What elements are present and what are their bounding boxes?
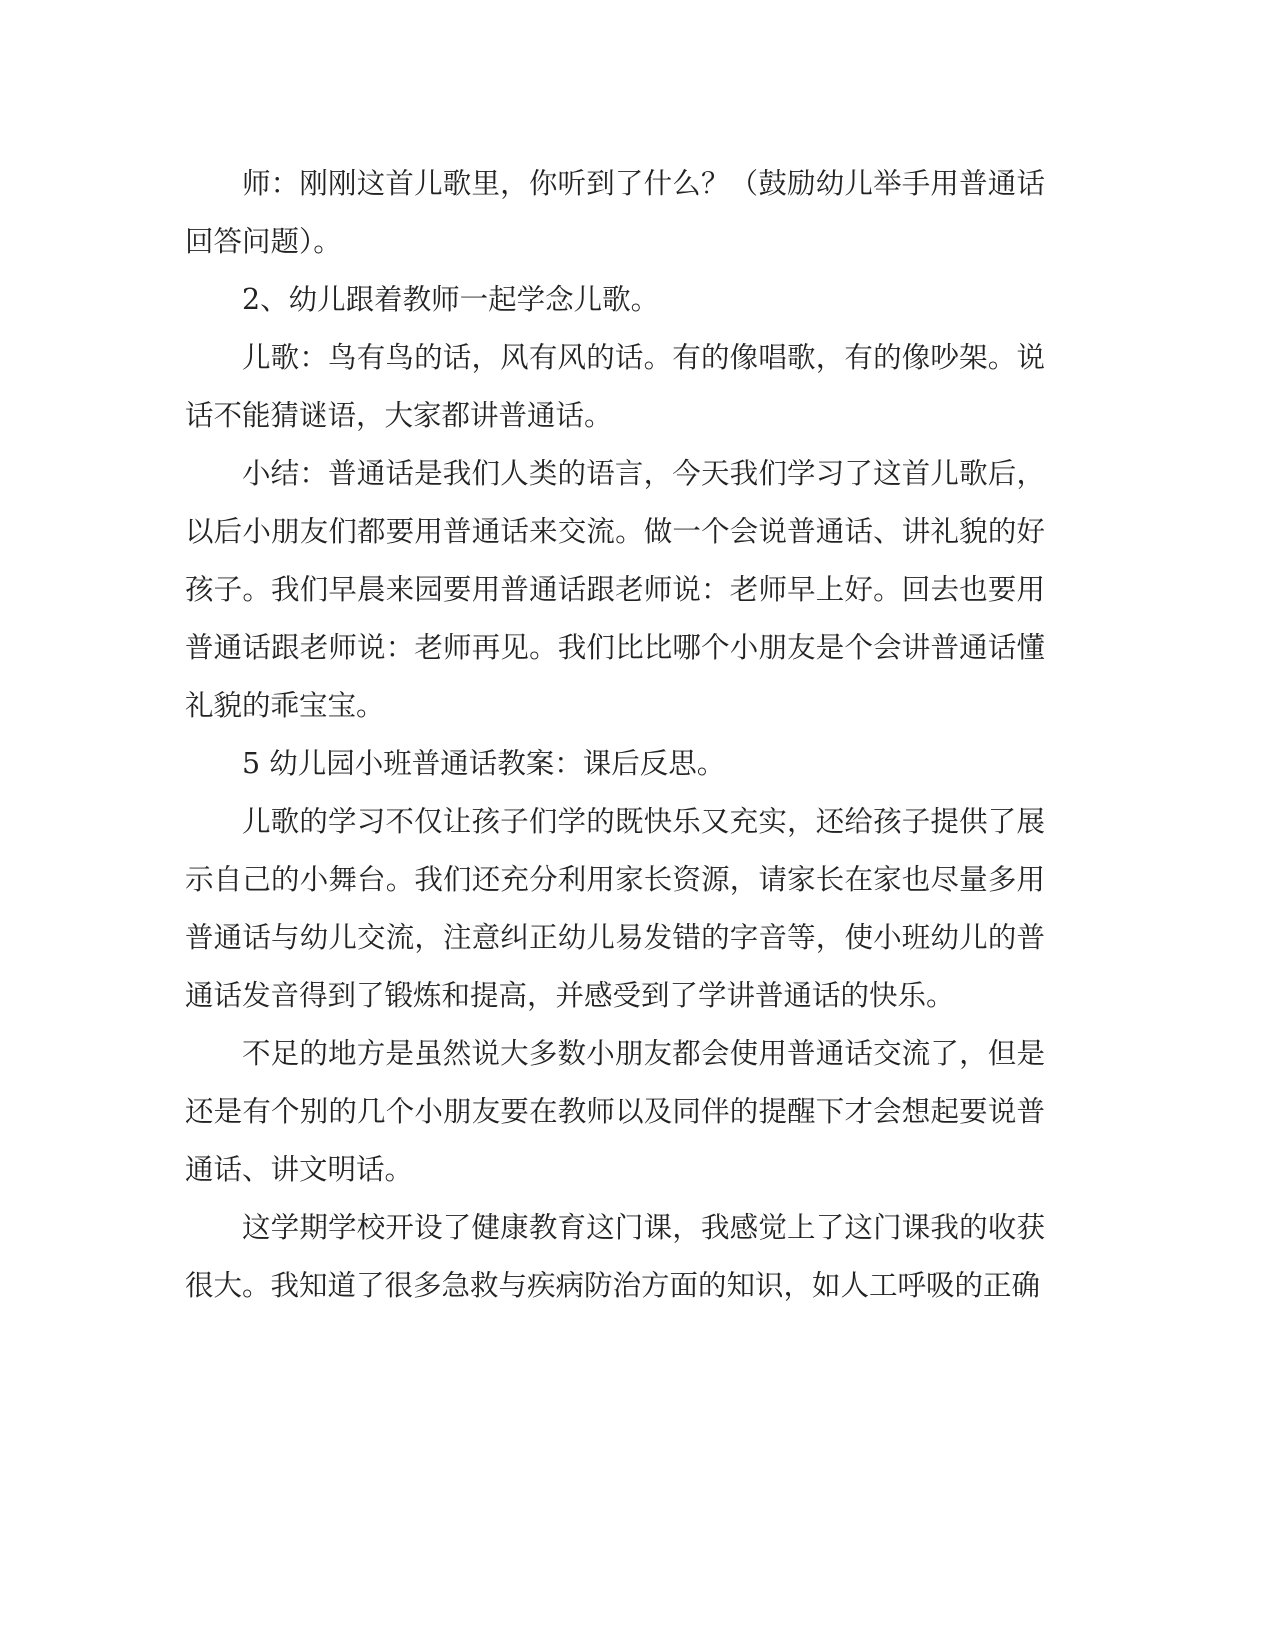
paragraph-reflection: 儿歌的学习不仅让孩子们学的既快乐又充实，还给孩子提供了展示自己的小舞台。我们还充分利用家长资源，请家长在家也尽量多用普通话与幼儿交流，注意纠正幼儿易发错的字音等，使小班幼儿的普通话发音得到了锻炼和提高，并感受到了学讲普通话的快乐。 xyxy=(185,805,1045,1012)
paragraph-nursery-rhyme: 儿歌：鸟有鸟的话，风有风的话。有的像唱歌，有的像吵架。说话不能猜谜语，大家都讲普通话。 xyxy=(185,341,1045,432)
section-heading-reflection: 5 幼儿园小班普通话教案：课后反思。 xyxy=(242,747,726,780)
paragraph-step-2: 2、幼儿跟着教师一起学念儿歌。 xyxy=(242,283,660,316)
paragraph-shortcomings: 不足的地方是虽然说大多数小朋友都会使用普通话交流了，但是还是有个别的几个小朋友要在教师以及同伴的提醒下才会想起要说普通话、讲文明话。 xyxy=(185,1037,1045,1186)
document-body xyxy=(185,155,1045,1315)
paragraph-summary: 小结：普通话是我们人类的语言，今天我们学习了这首儿歌后，以后小朋友们都要用普通话来交流。做一个会说普通话、讲礼貌的好孩子。我们早晨来园要用普通话跟老师说：老师早上好。回去也要用普通话跟老师说：老师再见。我们比比哪个小朋友是个会讲普通话懂礼貌的乖宝宝。 xyxy=(185,457,1045,722)
paragraph-teacher-question: 师：刚刚这首儿歌里，你听到了什么？（鼓励幼儿举手用普通话回答问题）。 xyxy=(185,167,1045,258)
paragraph-health-education: 这学期学校开设了健康教育这门课，我感觉上了这门课我的收获很大。我知道了很多急救与疾病防治方面的知识，如人工呼吸的正确 xyxy=(185,1211,1045,1302)
